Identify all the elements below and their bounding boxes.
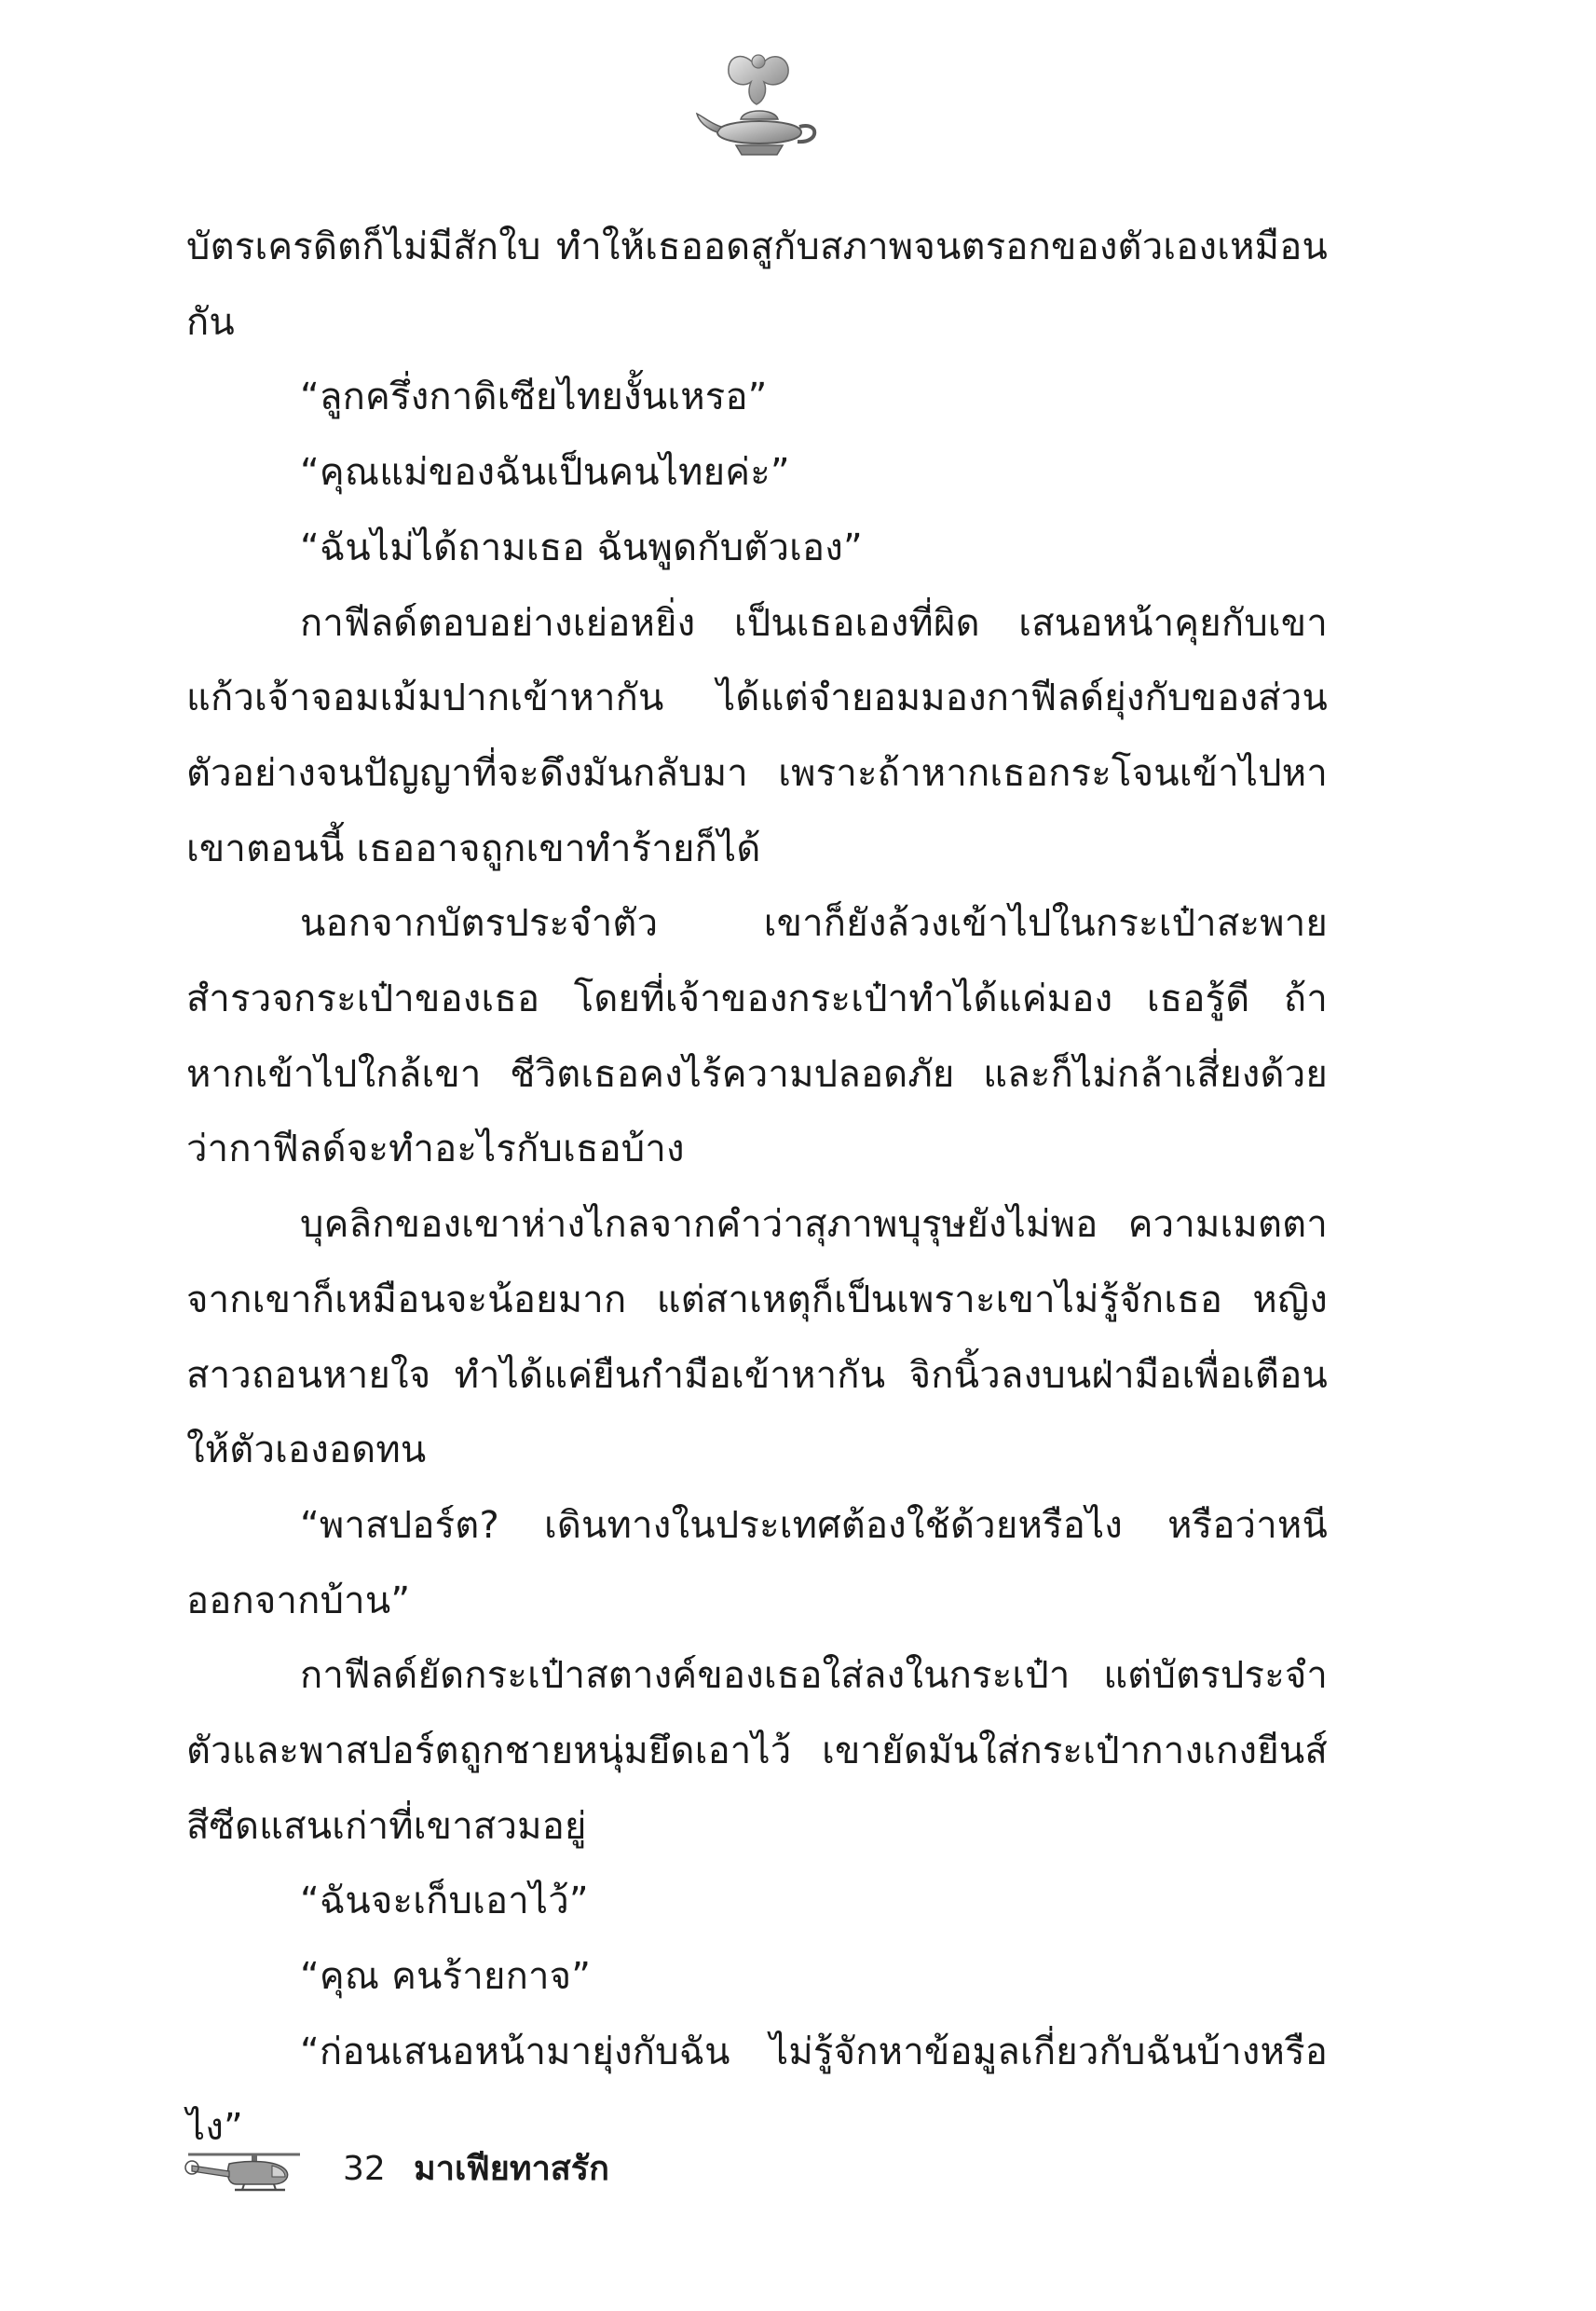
paragraph: “พาสปอร์ต? เดินทางในประเทศต้องใช้ด้วยหรือไง หรือว่าหนีออกจากบ้าน”	[186, 1503, 1328, 1622]
paragraph: บัตรเครดิตก็ไม่มีสักใบ ทำให้เธออดสูกับสภาพจนตรอกของตัวเองเหมือนกัน	[186, 226, 1328, 344]
paragraph: กาฟีลด์ยัดกระเป๋าสตางค์ของเธอใส่ลงในกระเป๋า แต่บัตรประจำตัวและพาสปอร์ตถูกชายหนุ่มยึดเอาไว้ เขายัดมันใส่กระเป๋ากางเกงยีนส์สีซีดแสนเก่าที่เขาสวมอยู่	[186, 1654, 1328, 1848]
paragraph: “คุณ คนร้ายกาจ”	[300, 1955, 592, 1999]
page-number: 32	[343, 2150, 386, 2188]
helicopter-icon	[183, 2147, 306, 2195]
paragraph: บุคลิกของเขาห่างไกลจากคำว่าสุภาพบุรุษยังไม่พอ ความเมตตาจากเขาก็เหมือนจะน้อยมาก แต่สาเหตุก็เป็นเพราะเขาไม่รู้จักเธอ หญิงสาวถอนหายใจ ทำได้แค่ยืนกำมือเข้าหากัน จิกนิ้วลงบนฝ่ามือเพื่อเตือนให้ตัวเองอดทน	[186, 1203, 1328, 1472]
paragraph: “ลูกครึ่งกาดิเซียไทยงั้นเหรอ”	[300, 376, 768, 419]
paragraph: “ฉันจะเก็บเอาไว้”	[300, 1880, 589, 1923]
paragraph: “คุณแม่ของฉันเป็นคนไทยค่ะ”	[300, 451, 790, 495]
book-title: มาเฟียทาสรัก	[414, 2150, 609, 2188]
page-footer	[183, 2143, 835, 2199]
paragraph: “ฉันไม่ได้ถามเธอ ฉันพูดกับตัวเอง”	[300, 526, 863, 569]
paragraph: นอกจากบัตรประจำตัว เขาก็ยังล้วงเข้าไปในกระเป๋าสะพาย สำรวจกระเป๋าของเธอ โดยที่เจ้าของกระเป๋าทำได้แค่มอง เธอรู้ดี ถ้าหากเข้าไปใกล้เขา ชีวิตเธอคงไร้ความปลอดภัย และก็ไม่กล้าเสี่ยงด้วยว่ากาฟีลด์จะทำอะไรกับเธอบ้าง	[186, 902, 1328, 1171]
paragraph: “ก่อนเสนอหน้ามายุ่งกับฉัน ไม่รู้จักหาข้อมูลเกี่ยวกับฉันบ้างหรือไง”	[186, 2030, 1328, 2149]
cupid-teapot-ornament-icon	[689, 47, 829, 177]
paragraph: กาฟีลด์ตอบอย่างเย่อหยิ่ง เป็นเธอเองที่ผิด เสนอหน้าคุยกับเขา แก้วเจ้าจอมเม้มปากเข้าหากัน ได้แต่จำยอมมองกาฟีลด์ยุ่งกับของส่วนตัวอย่างจนปัญญาที่จะดึงมันกลับมา เพราะถ้าหากเธอกระโจนเข้าไปหาเขาตอนนี้ เธออาจถูกเขาทำร้ายก็ได้	[186, 601, 1328, 870]
body-text	[186, 210, 1328, 2165]
